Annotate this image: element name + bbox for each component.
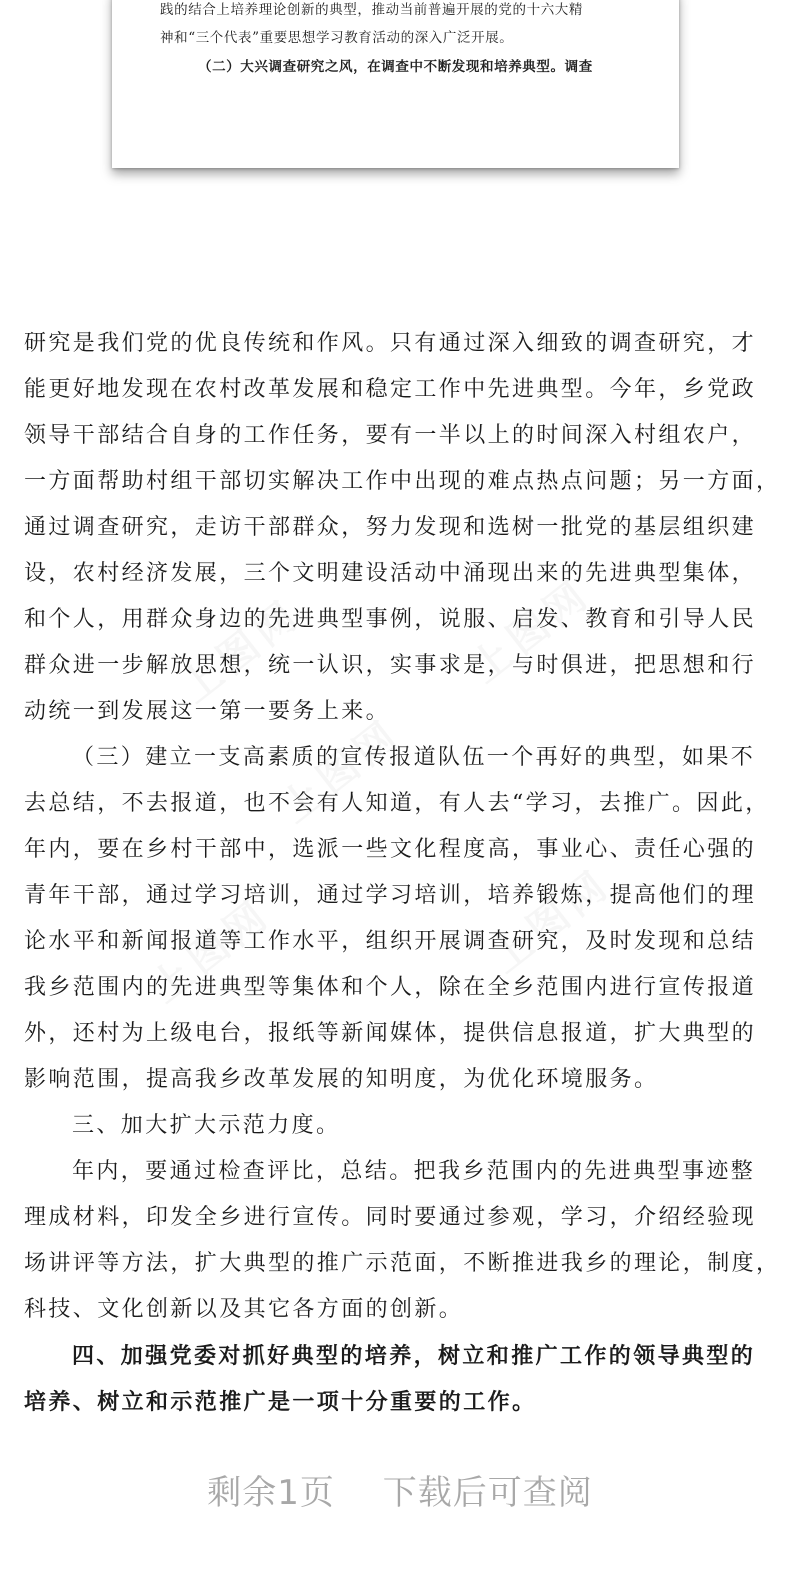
paragraph-line: 青年干部，通过学习培训，通过学习培训，培养锻炼，提高他们的理 [24,883,757,908]
paragraph-line: 设，农村经济发展，三个文明建设活动中涌现出来的先进典型集体， [24,561,757,586]
section-heading: 培养、树立和示范推广是一项十分重要的工作。 [24,1389,537,1415]
paragraph-line: 研究是我们党的优良传统和作风。只有通过深入细致的调查研究，才 [24,331,757,356]
paragraph-line: 去总结，不去报道，也不会有人知道，有人去“学习，去推广。因此， [24,791,770,816]
remaining-pages-label: 剩余1页 [207,1473,335,1513]
paragraph-line: 能更好地发现在农村改革发展和稳定工作中先进典型。今年，乡党政 [24,377,757,402]
paragraph-line: 动统一到发展这一第一要务上来。 [24,699,391,724]
paragraph-line: 年内，要通过检查评比，总结。把我乡范围内的先进典型事迹整 [72,1159,756,1184]
remaining-pages-banner[interactable] [0,1465,800,1514]
paragraph-line: 年内，要在乡村干部中，选派一些文化程度高，事业心、责任心强的 [24,837,757,862]
preview-subheading: （二）大兴调查研究之风，在调查中不断发现和培养典型。调查 [198,59,593,75]
paragraph-line: 论水平和新闻报道等工作水平，组织开展调查研究，及时发现和总结 [24,929,757,954]
paragraph-line: 影响范围，提高我乡改革发展的知明度，为优化环境服务。 [24,1067,659,1092]
paragraph-line: 和个人，用群众身边的先进典型事例，说服、启发、教育和引导人民 [24,607,757,632]
preview-line: 践的结合上培养理论创新的典型，推动当前普遍开展的党的十六大精 [160,2,583,18]
document-body [24,321,784,1425]
paragraph-line: 科技、文化创新以及其它各方面的创新。 [24,1297,464,1322]
section-heading: 三、加大扩大示范力度。 [72,1113,341,1138]
paragraph-line: （三）建立一支高素质的宣传报道队伍一个再好的典型，如果不 [72,745,756,770]
preview-line: 神和“三个代表”重要思想学习教育活动的深入广泛开展。 [160,30,514,46]
paragraph-line: 理成材料，印发全乡进行宣传。同时要通过参观，学习，介绍经验现 [24,1205,757,1230]
section-heading: 四、加强党委对抓好典型的培养，树立和推广工作的领导典型的 [72,1343,756,1369]
paragraph-line: 群众进一步解放思想，统一认识，实事求是，与时俱进，把思想和行 [24,653,757,678]
paragraph-line: 一方面帮助村组干部切实解决工作中出现的难点热点问题；另一方面， [24,469,781,494]
paragraph-line: 外，还村为上级电台，报纸等新闻媒体，提供信息报道，扩大典型的 [24,1021,757,1046]
document-page-preview [112,0,679,168]
download-to-view-label[interactable]: 下载后可查阅 [382,1473,593,1513]
paragraph-line: 场讲评等方法，扩大典型的推广示范面，不断推进我乡的理论，制度， [24,1251,781,1276]
paragraph-line: 我乡范围内的先进典型等集体和个人，除在全乡范围内进行宣传报道 [24,975,757,1000]
paragraph-line: 通过调查研究，走访干部群众，努力发现和选树一批党的基层组织建 [24,515,757,540]
paragraph-line: 领导干部结合自身的工作任务，要有一半以上的时间深入村组农户， [24,423,757,448]
